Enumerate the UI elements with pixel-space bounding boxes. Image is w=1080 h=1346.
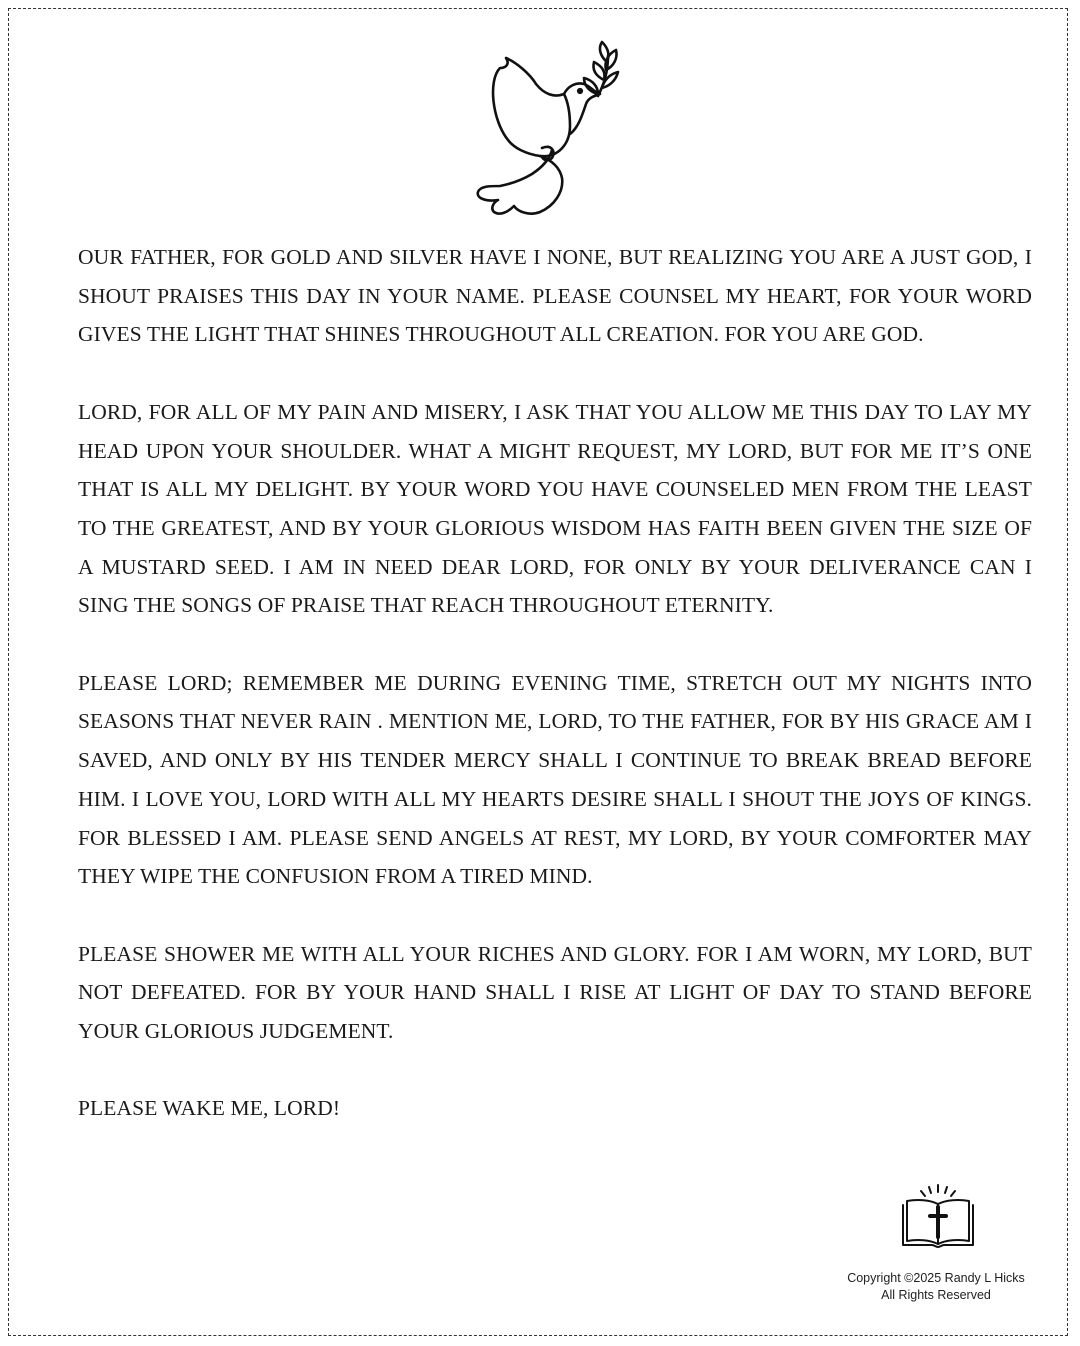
prayer-paragraph-4: PLEASE SHOWER ME WITH ALL YOUR RICHES AND GLORY. FOR I AM WORN, MY LORD, BUT NOT DEFEATED. FOR BY YOUR HAND SHALL I RISE AT LIGHT OF DAY TO STAND BEFORE YOUR GLORIOUS JUDGEMENT.	[78, 941, 1032, 1044]
rights-reserved-line: All Rights Reserved	[881, 1288, 991, 1302]
copyright-notice	[800, 1270, 1072, 1304]
dove-with-olive-branch-icon	[448, 36, 628, 224]
prayer-closing: PLEASE WAKE ME, LORD!	[78, 1096, 341, 1121]
copyright-line: Copyright ©2025 Randy L Hicks	[847, 1271, 1025, 1285]
prayer-paragraph-2: LORD, FOR ALL OF MY PAIN AND MISERY, I ASK THAT YOU ALLOW ME THIS DAY TO LAY MY HEAD UPON YOUR SHOULDER. WHAT A MIGHT REQUEST, MY LORD, BUT FOR ME IT’S ONE THAT IS ALL MY DELIGHT. BY YOUR WORD YOU HAVE COUNSELED MEN FROM THE LEAST TO THE GREATEST, AND BY YOUR GLORIOUS WISDOM HAS FAITH BEEN GIVEN THE SIZE OF A MUSTARD SEED. I AM IN NEED DEAR LORD, FOR ONLY BY YOUR DELIVERANCE CAN I SING THE SONGS OF PRAISE THAT REACH THROUGHOUT ETERNITY.	[78, 399, 1032, 618]
prayer-text	[78, 238, 1032, 1167]
prayer-paragraph-3: PLEASE LORD; REMEMBER ME DURING EVENING TIME, STRETCH OUT MY NIGHTS INTO SEASONS THAT NEVER RAIN . MENTION ME, LORD, TO THE FATHER, FOR BY HIS GRACE AM I SAVED, AND ONLY BY HIS TENDER MERCY SHALL I CONTINUE TO BREAK BREAD BEFORE HIM. I LOVE YOU, LORD WITH ALL MY HEARTS DESIRE SHALL I SHOUT THE JOYS OF KINGS. FOR BLESSED I AM. PLEASE SEND ANGELS AT REST, MY LORD, BY YOUR COMFORTER MAY THEY WIPE THE CONFUSION FROM A TIRED MIND.	[78, 670, 1032, 889]
open-bible-with-cross-icon	[900, 1183, 976, 1249]
prayer-paragraph-1: OUR FATHER, FOR GOLD AND SILVER HAVE I NONE, BUT REALIZING YOU ARE A JUST GOD, I SHOUT PRAISES THIS DAY IN YOUR NAME. PLEASE COUNSEL MY HEART, FOR YOUR WORD GIVES THE LIGHT THAT SHINES THROUGHOUT ALL CREATION. FOR YOU ARE GOD.	[78, 245, 1032, 347]
